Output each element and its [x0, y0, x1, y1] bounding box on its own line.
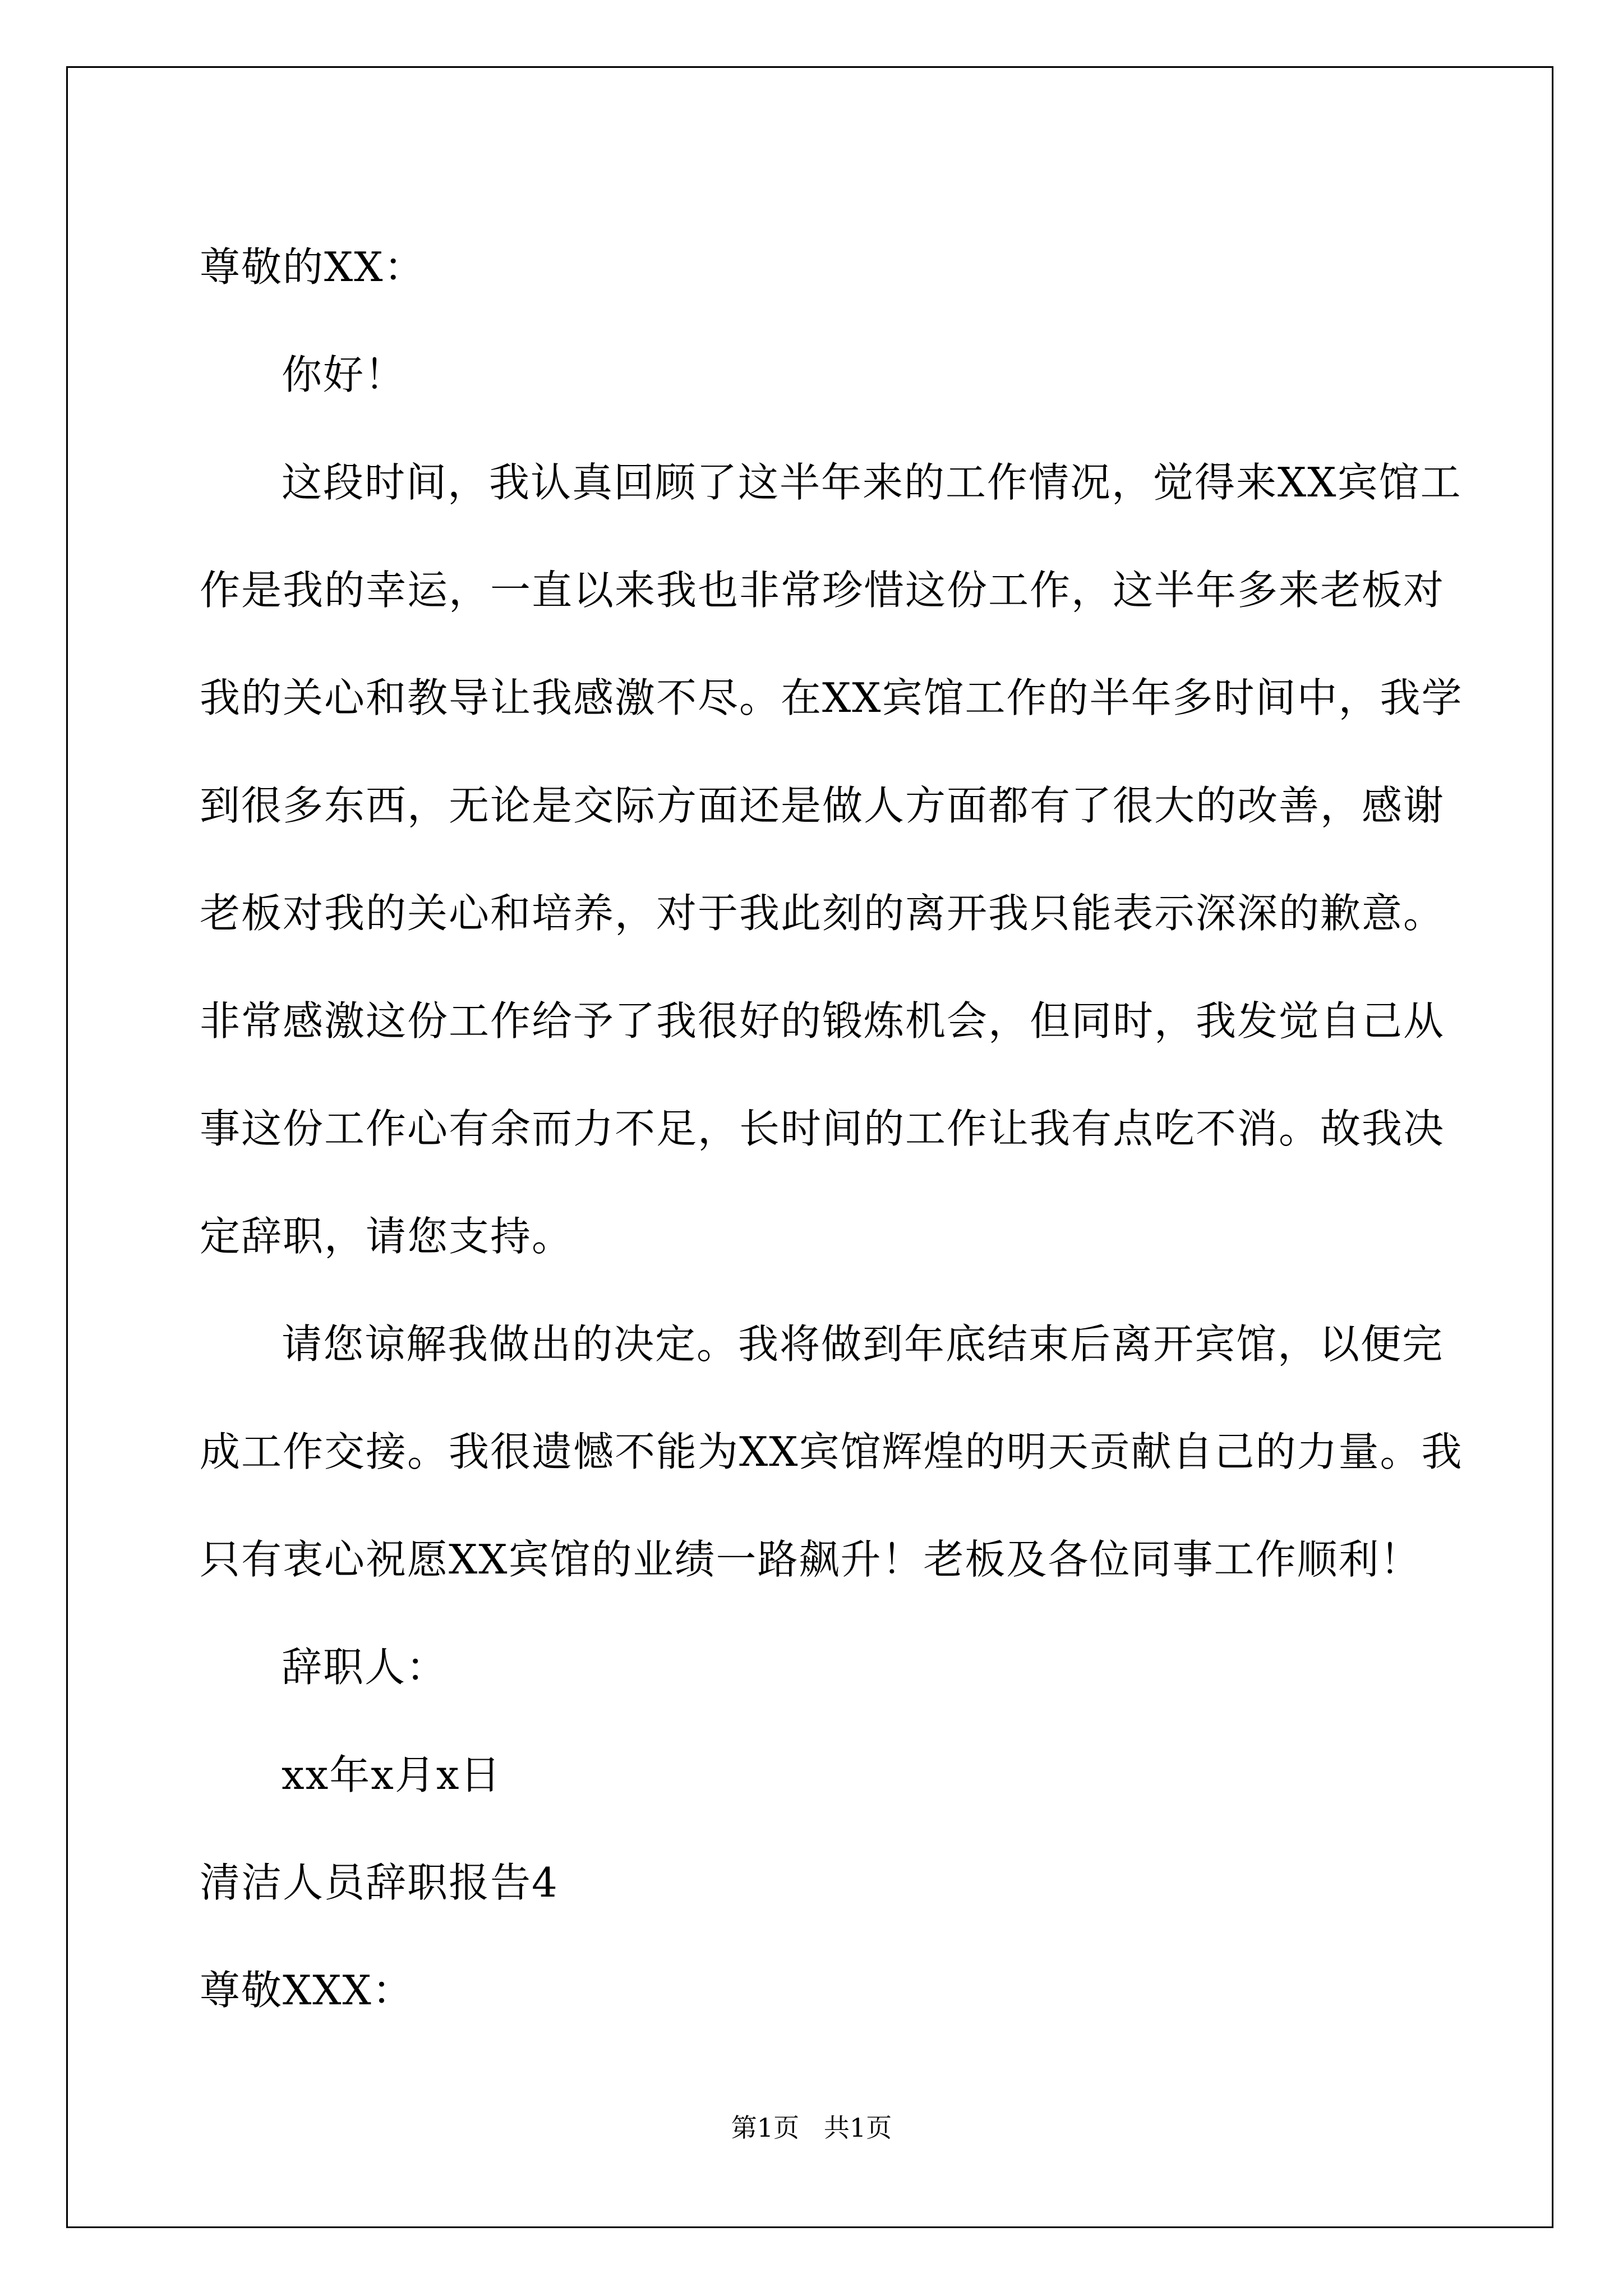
section-heading: 清洁人员辞职报告4 — [200, 1859, 559, 1906]
paragraph-1-line: 这段时间，我认真回顾了这半年来的工作情况，觉得来XX宾馆工 — [282, 459, 1462, 506]
paragraph-2-line: 成工作交接。我很遗憾不能为XX宾馆辉煌的明天贡献自己的力量。我 — [200, 1428, 1463, 1475]
salutation: 尊敬XXX： — [200, 1967, 414, 2014]
paragraph-1-line: 定辞职，请您支持。 — [200, 1213, 574, 1260]
paragraph-2-line: 请您谅解我做出的决定。我将做到年底结束后离开宾馆，以便完 — [282, 1320, 1444, 1368]
page-number-footer: 第1页 共1页 — [731, 2113, 892, 2143]
paragraph-2-line: 只有衷心祝愿XX宾馆的业绩一路飙升！老板及各位同事工作顺利！ — [200, 1536, 1422, 1583]
paragraph-1-line: 非常感激这份工作给予了我很好的锻炼机会，但同时，我发觉自己从 — [200, 997, 1445, 1045]
signature-date: xx年x月x日 — [282, 1751, 502, 1798]
paragraph-1-line: 老板对我的关心和培养，对于我此刻的离开我只能表示深深的歉意。 — [200, 890, 1445, 937]
greeting: 你好！ — [282, 351, 407, 398]
paragraph-1-line: 事这份工作心有余而力不足，长时间的工作让我有点吃不消。故我决 — [200, 1105, 1445, 1152]
signature-label: 辞职人： — [282, 1644, 448, 1691]
paragraph-1-line: 到很多东西，无论是交际方面还是做人方面都有了很大的改善，感谢 — [200, 782, 1445, 829]
paragraph-1-line: 作是我的幸运，一直以来我也非常珍惜这份工作，这半年多来老板对 — [200, 567, 1445, 614]
document-body — [200, 213, 1463, 2044]
salutation: 尊敬的XX： — [200, 243, 426, 291]
paragraph-1-line: 我的关心和教导让我感激不尽。在XX宾馆工作的半年多时间中，我学 — [200, 674, 1463, 721]
